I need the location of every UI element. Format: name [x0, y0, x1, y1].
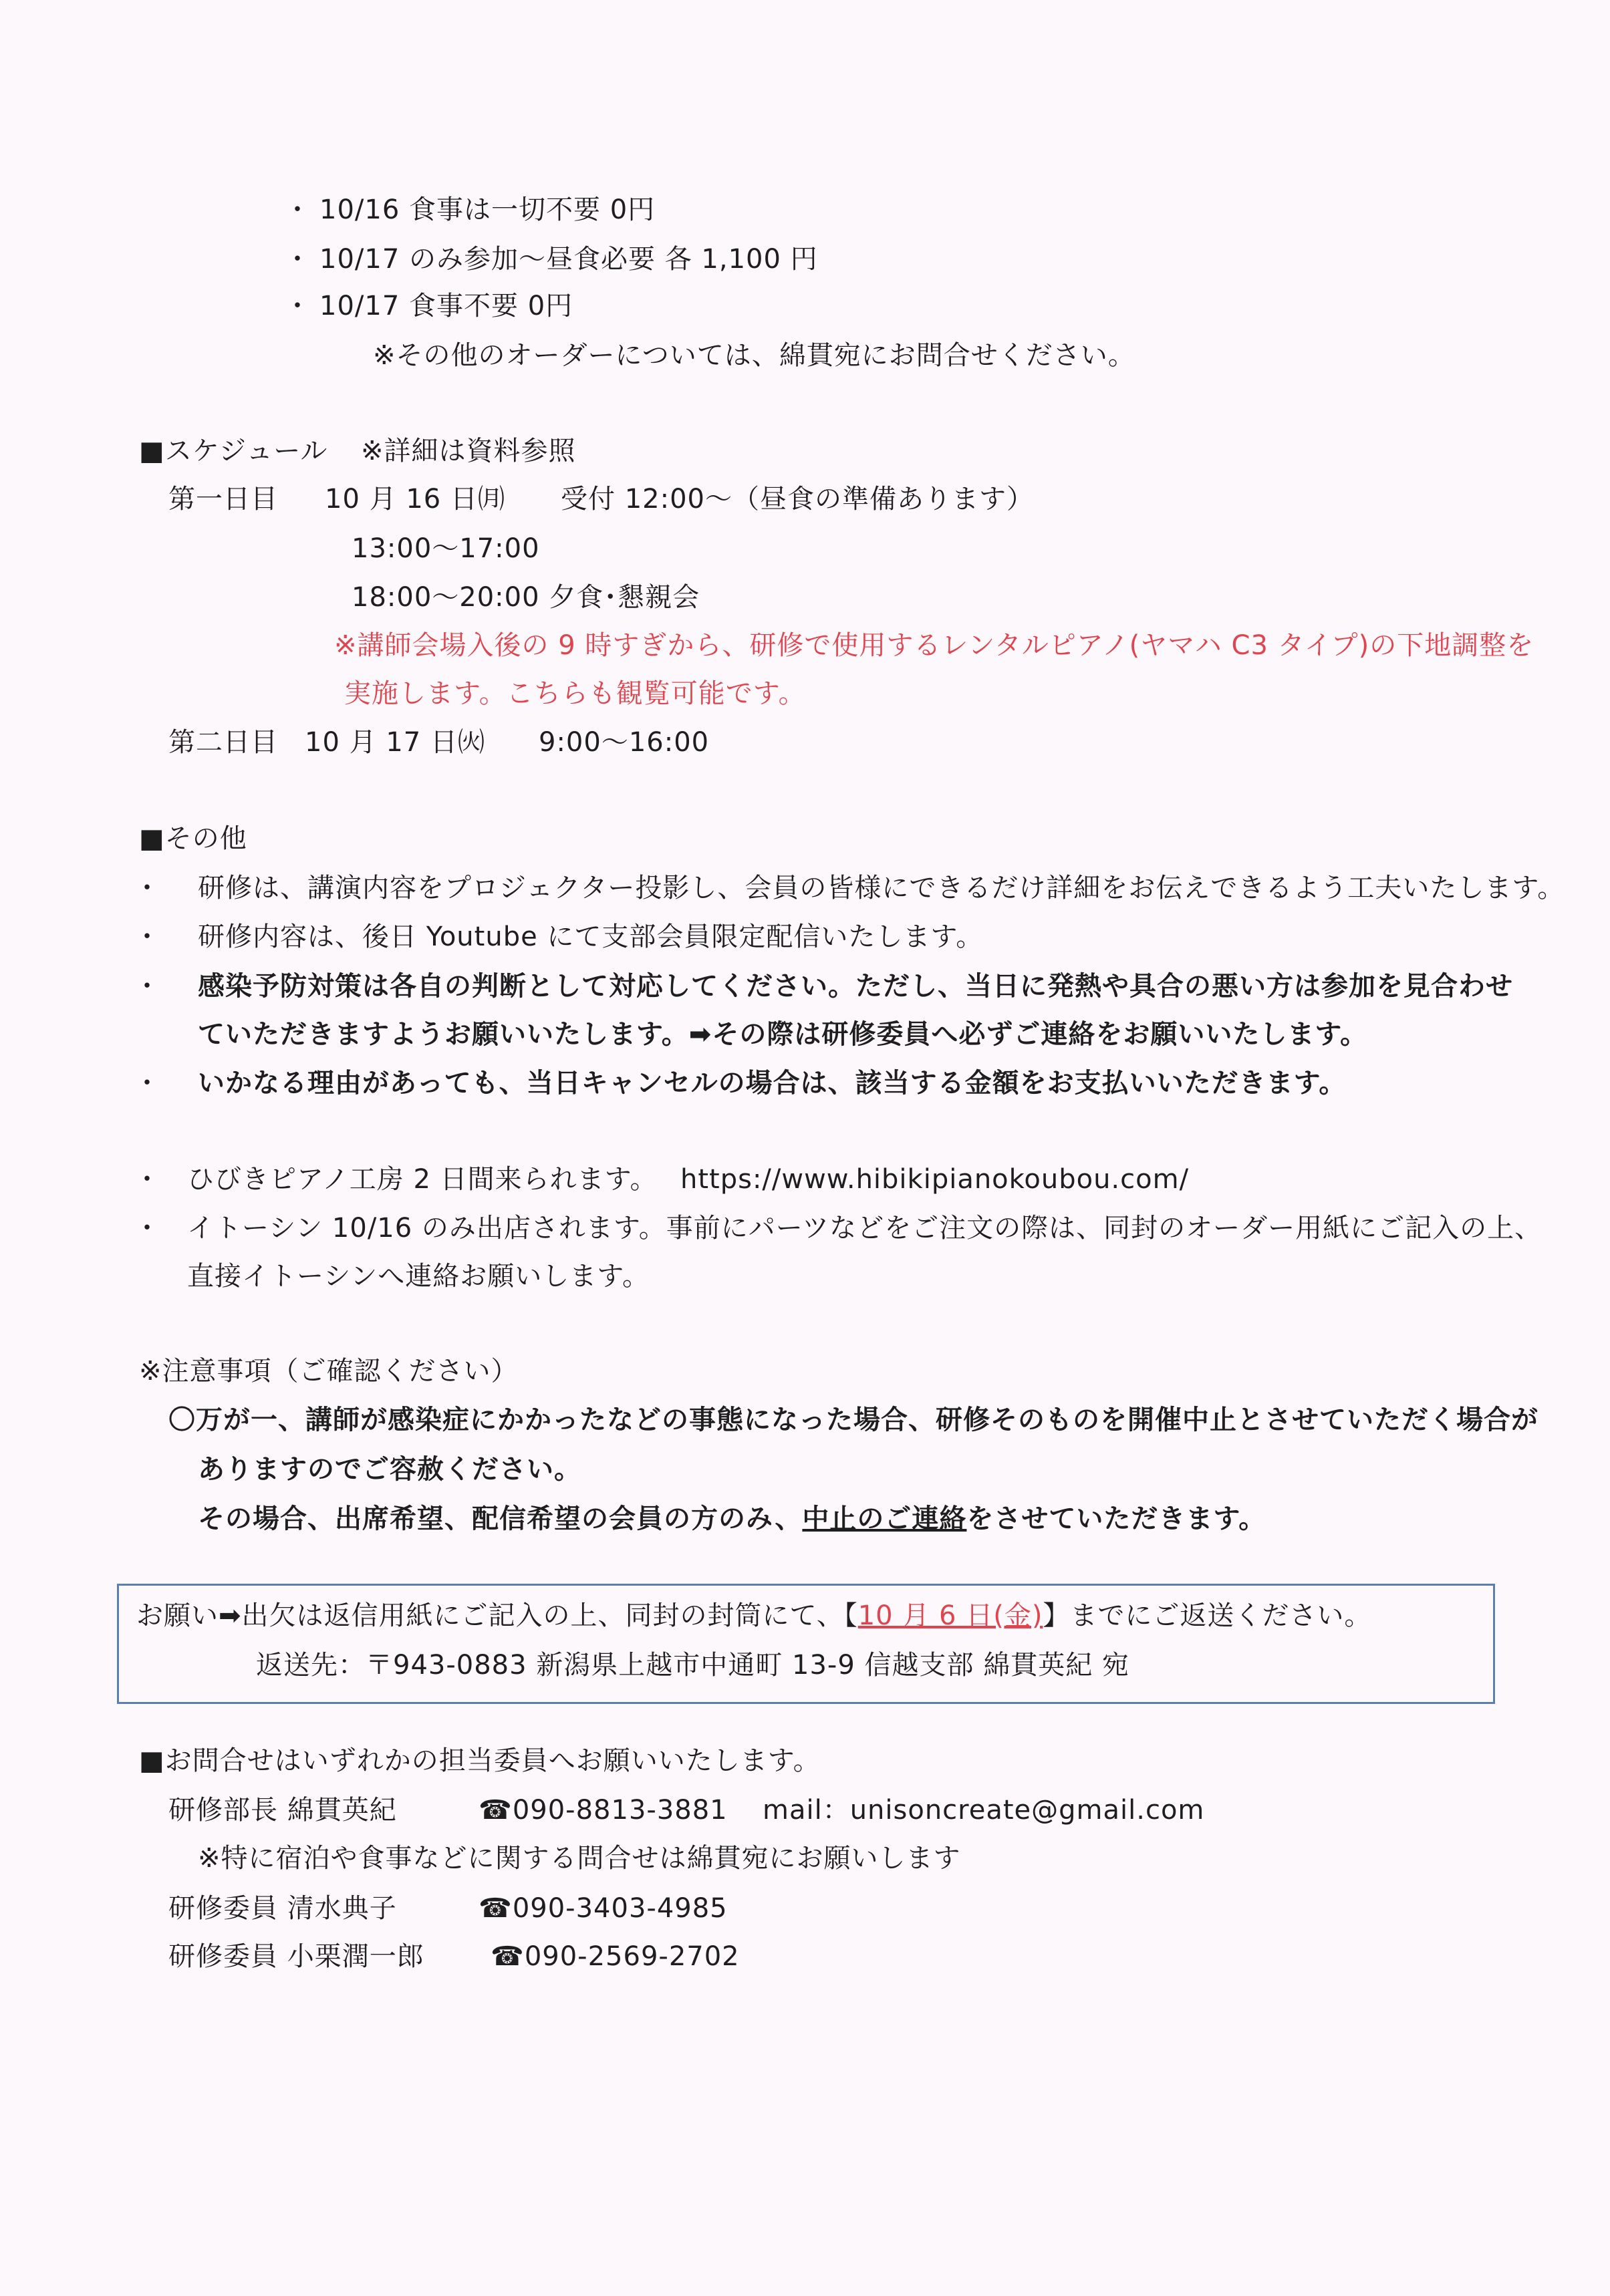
- contact-phone[interactable]: ☎090-8813-3881: [479, 1795, 728, 1826]
- caution-line: 〇万が一、講師が感染症にかかったなどの事態になった場合、研修そのものを開催中止とさせていただく場合が: [168, 1405, 1538, 1435]
- meal-item: 10/17 のみ参加～昼食必要 各 1,100 円: [319, 244, 818, 275]
- contact-phone[interactable]: ☎090-3403-4985: [479, 1893, 728, 1924]
- bullet: ・: [134, 1213, 161, 1244]
- request-suffix: 】までにご返送ください。: [1043, 1600, 1372, 1631]
- caution-text: その場合、出席希望、配信希望の会員の方のみ、: [198, 1503, 803, 1534]
- schedule-heading: ■スケジュール: [139, 436, 328, 466]
- request-line: [136, 1600, 1371, 1632]
- schedule-heading-note: ※詳細は資料参照: [361, 436, 576, 466]
- day1-reception: 受付 12:00～（昼食の準備あります）: [561, 484, 1034, 515]
- caution-heading: ※注意事項（ご確認ください）: [139, 1356, 519, 1387]
- caution-line: ありますのでご容赦ください。: [198, 1454, 581, 1485]
- meal-item: 10/17 食事不要 0円: [319, 291, 573, 321]
- day2-date: 10 月 17 日㈫: [305, 727, 485, 758]
- meal-bullet: ・: [284, 244, 311, 275]
- vendor-itoshin: イトーシン 10/16 のみ出店されます。事前にパーツなどをご注文の際は、同封のオーダー用紙にご記入の上、: [187, 1213, 1542, 1244]
- piano-adjust-note: ※講師会場入後の 9 時すぎから、研修で使用するレンタルピアノ(ヤマハ C3 タイプ)の下地調整を: [334, 630, 1534, 661]
- contact-phone[interactable]: ☎090-2569-2702: [491, 1941, 740, 1972]
- day1-label: 第一日目: [168, 484, 278, 515]
- other-item-infection-cont: ていただきますようお願いいたします。➡その際は研修委員へ必ずご連絡をお願いいたします。: [198, 1019, 1368, 1050]
- day1-session2: 18:00～20:00 夕食･懇親会: [352, 582, 700, 613]
- other-item-infection: 感染予防対策は各自の判断として対応してください。ただし、当日に発熱や具合の悪い方は参加を見合わせ: [198, 971, 1513, 1002]
- return-address: 返送先：〒943-0883 新潟県上越市中通町 13-9 信越支部 綿貫英紀 宛: [256, 1650, 1129, 1681]
- caution-cancel-notice: 中止のご連絡: [802, 1503, 967, 1534]
- contact-name: 研修部長 綿貫英紀: [168, 1795, 397, 1826]
- bullet: ・: [134, 1068, 161, 1099]
- meal-note: ※その他のオーダーについては、綿貫宛にお問合せください。: [373, 340, 1135, 371]
- bullet: ・: [134, 1164, 161, 1195]
- vendor-hibiki-url[interactable]: https://www.hibikipianokoubou.com/: [680, 1164, 1190, 1195]
- bullet: ・: [134, 873, 161, 903]
- other-item-cancel: いかなる理由があっても、当日キャンセルの場合は、該当する金額をお支払いいただきます。: [198, 1068, 1347, 1099]
- vendor-hibiki: ひびきピアノ工房 2 日間来られます。: [187, 1164, 658, 1195]
- other-heading: ■その他: [139, 823, 247, 854]
- meal-item: 10/16 食事は一切不要 0円: [319, 194, 656, 225]
- day1-date: 10 月 16 日㈪: [325, 484, 505, 515]
- bullet: ・: [134, 921, 161, 952]
- contact-name: 研修委員 清水典子: [168, 1893, 397, 1924]
- request-prefix: お願い➡出欠は返信用紙にご記入の上、同封の封筒にて、【: [136, 1600, 858, 1631]
- caution-line: [198, 1503, 1266, 1535]
- day2-time: 9:00～16:00: [539, 727, 710, 758]
- caution-text: をさせていただきます。: [966, 1503, 1266, 1534]
- contacts-note: ※特に宿泊や食事などに関する問合せは綿貫宛にお願いします: [198, 1843, 961, 1874]
- piano-adjust-note-cont: 実施します。こちらも観覧可能です。: [344, 678, 806, 709]
- day1-session1: 13:00～17:00: [352, 533, 540, 564]
- bullet: ・: [134, 971, 161, 1002]
- meal-bullet: ・: [284, 194, 311, 225]
- vendor-itoshin-cont: 直接イトーシンへ連絡お願いします。: [187, 1261, 650, 1292]
- meal-bullet: ・: [284, 291, 311, 321]
- contacts-heading: ■お問合せはいずれかの担当委員へお願いいたします。: [139, 1745, 821, 1776]
- other-item: 研修は、講演内容をプロジェクター投影し、会員の皆様にできるだけ詳細をお伝えできるよう工夫いたします。: [198, 873, 1565, 903]
- day2-label: 第二日目: [168, 727, 278, 758]
- contact-name: 研修委員 小栗潤一郎: [168, 1941, 424, 1972]
- request-deadline: 10 月 6 日(金): [857, 1600, 1043, 1631]
- other-item: 研修内容は、後日 Youtube にて支部会員限定配信いたします。: [198, 921, 984, 952]
- contact-email[interactable]: mail：unisoncreate@gmail.com: [763, 1795, 1205, 1826]
